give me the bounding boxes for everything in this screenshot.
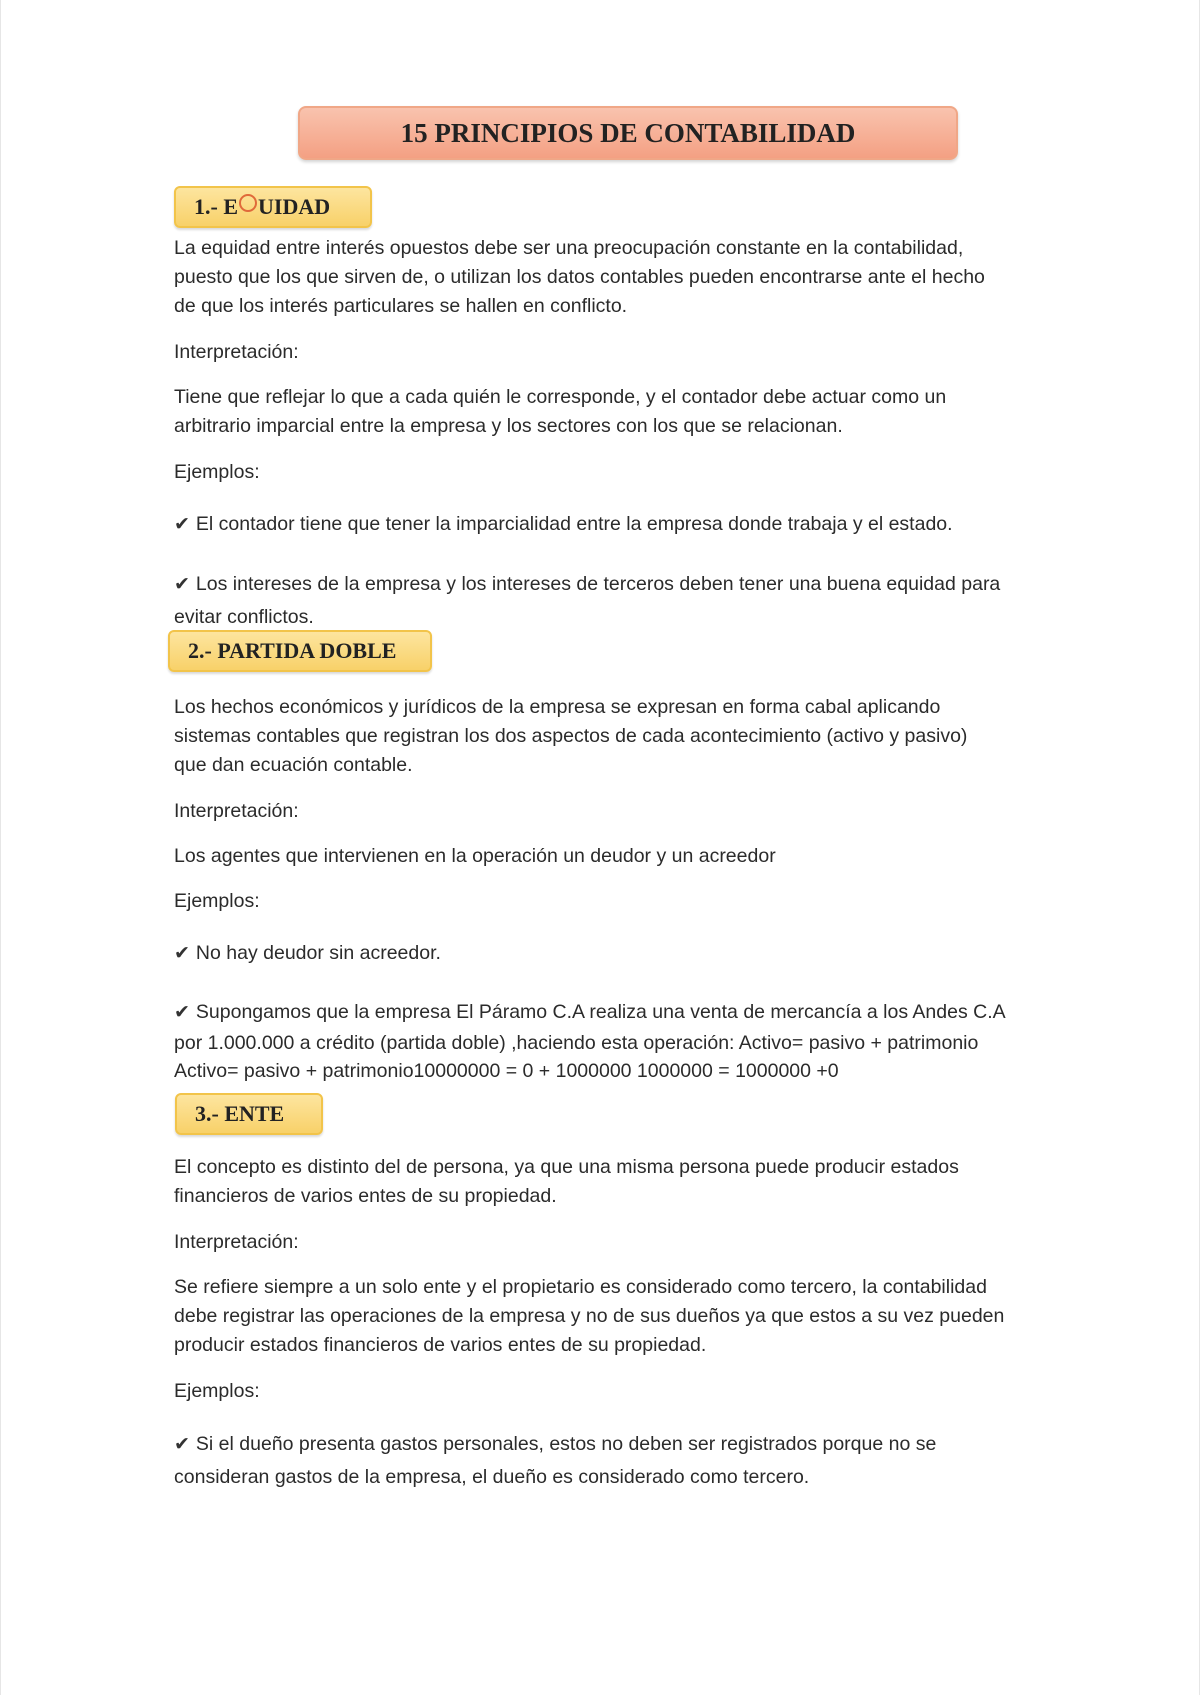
example-item	[174, 510, 1044, 539]
example-text: consideran gastos de la empresa, el dueño es considerado como tercero.	[174, 1466, 810, 1488]
interpretation-label: Interpretación:	[174, 1231, 299, 1253]
text-line: Los hechos económicos y jurídicos de la empresa se expresan en forma cabal aplicando	[174, 696, 941, 718]
section-heading-equidad	[174, 186, 372, 228]
interpretation-paragraph	[174, 1273, 1044, 1360]
text-line: debe registrar las operaciones de la empresa y no de sus dueños ya que estos a su vez pueden	[174, 1305, 1005, 1327]
text-line: financieros de varios entes de su propiedad.	[174, 1185, 557, 1207]
text-line: Los agentes que intervienen en la operación un deudor y un acreedor	[174, 845, 776, 867]
text-line: El concepto es distinto del de persona, ya que una misma persona puede producir estados	[174, 1156, 959, 1178]
example-text: Si el dueño presenta gastos personales, estos no deben ser registrados porque no se	[195, 1433, 937, 1455]
text-line: arbitrario imparcial entre la empresa y los sectores con los que se relacionan.	[174, 415, 843, 437]
interpretation-paragraph	[174, 842, 1044, 871]
text-line: Se refiere siempre a un solo ente y el propietario es considerado como tercero, la contabilidad	[174, 1276, 987, 1298]
text-line: puesto que los que sirven de, o utilizan los datos contables pueden encontrarse ante el hecho	[174, 266, 985, 288]
definition-paragraph	[174, 234, 1044, 321]
check-icon: ✔	[174, 1433, 190, 1455]
example-text: Activo= pasivo + patrimonio10000000 = 0 + 1000000 1000000 = 1000000 +0	[174, 1060, 839, 1082]
example-text: Supongamos que la empresa El Páramo C.A realiza una venta de mercancía a los Andes C.A	[195, 1001, 1006, 1023]
text-line: Tiene que reflejar lo que a cada quién le corresponde, y el contador debe actuar como un	[174, 386, 947, 408]
page-title: 15 PRINCIPIOS DE CONTABILIDAD	[298, 106, 958, 160]
section-heading-ente: 3.- ENTE	[175, 1093, 323, 1135]
text-line: producir estados financieros de varios entes de su propiedad.	[174, 1334, 707, 1356]
check-icon: ✔	[174, 513, 190, 535]
example-item	[174, 568, 1044, 634]
text-line: sistemas contables que registran los dos aspectos de cada acontecimiento (activo y pasivo)	[174, 725, 968, 747]
example-text: El contador tiene que tener la imparcialidad entre la empresa donde trabaja y el estado.	[195, 513, 953, 535]
broken-glyph-icon	[239, 194, 257, 212]
example-item	[174, 939, 1044, 968]
example-text: Los intereses de la empresa y los intereses de terceros deben tener una buena equidad para	[195, 573, 1001, 595]
example-text: evitar conflictos.	[174, 606, 314, 628]
example-text: No hay deudor sin acreedor.	[195, 942, 441, 964]
examples-label: Ejemplos:	[174, 461, 260, 483]
check-icon: ✔	[174, 942, 190, 964]
example-item	[174, 1428, 1044, 1494]
example-item	[174, 997, 1044, 1090]
text-line: de que los interés particulares se hallen en conflicto.	[174, 295, 628, 317]
example-text: por 1.000.000 a crédito (partida doble) ,haciendo esta operación: Activo= pasivo + patrimonio	[174, 1032, 979, 1054]
text-line: que dan ecuación contable.	[174, 754, 413, 776]
interpretation-label: Interpretación:	[174, 341, 299, 363]
section-heading-suffix: UIDAD	[258, 194, 331, 219]
interpretation-paragraph	[174, 383, 1044, 441]
examples-label: Ejemplos:	[174, 1380, 260, 1402]
examples-label: Ejemplos:	[174, 890, 260, 912]
check-icon: ✔	[174, 573, 190, 595]
section-heading-partida-doble: 2.- PARTIDA DOBLE	[168, 630, 432, 672]
definition-paragraph	[174, 1153, 1044, 1211]
section-heading-prefix: 1.- E	[194, 194, 238, 219]
interpretation-label: Interpretación:	[174, 800, 299, 822]
definition-paragraph	[174, 693, 1044, 780]
text-line: La equidad entre interés opuestos debe ser una preocupación constante en la contabilidad,	[174, 237, 964, 259]
check-icon: ✔	[174, 1001, 190, 1023]
